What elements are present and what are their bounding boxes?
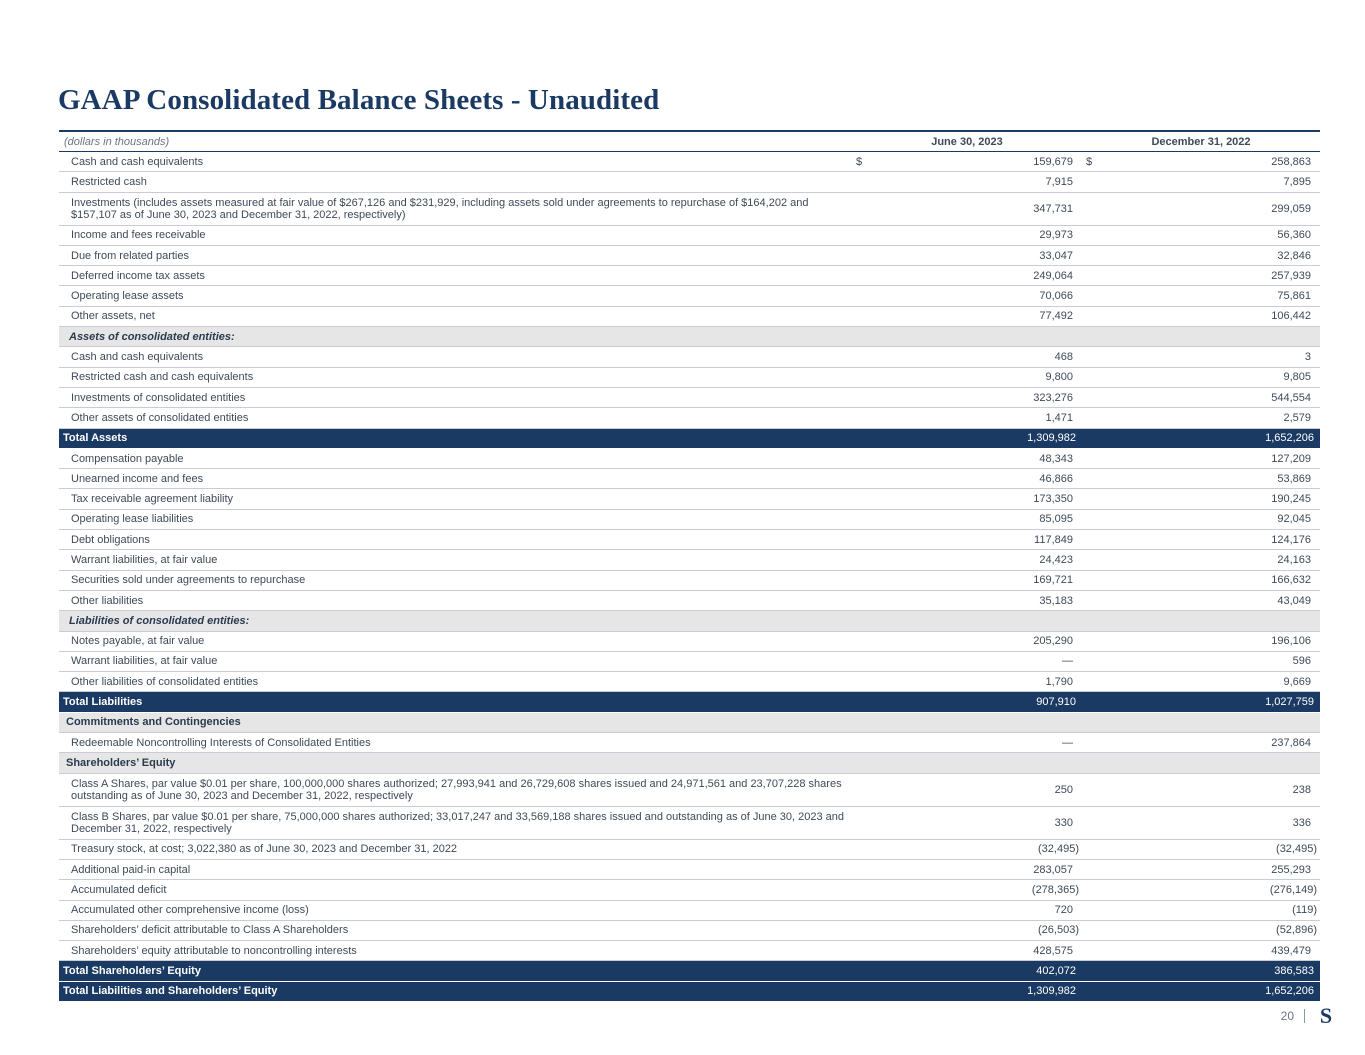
value-june-2023: 48,343 xyxy=(916,448,1082,468)
value-june-2023: 402,072 xyxy=(916,961,1082,981)
currency-symbol-dec xyxy=(1082,448,1098,468)
currency-symbol-dec xyxy=(1082,631,1098,651)
value-june-2023: 117,849 xyxy=(916,530,1082,550)
section-header-row xyxy=(59,712,1320,732)
footer-divider xyxy=(1304,1009,1305,1023)
currency-symbol-dec xyxy=(1082,651,1098,671)
value-dec-2022: 257,939 xyxy=(1098,266,1320,286)
currency-symbol-dec xyxy=(1082,347,1098,367)
value-june-2023: 347,731 xyxy=(916,192,1082,225)
value-june-2023: 70,066 xyxy=(916,286,1082,306)
value-dec-2022: 238 xyxy=(1098,773,1320,806)
value-dec-2022: (52,896) xyxy=(1098,920,1320,940)
balance-sheet-table xyxy=(59,130,1320,1002)
value-dec-2022: 596 xyxy=(1098,651,1320,671)
value-dec-2022: 127,209 xyxy=(1098,448,1320,468)
value-dec-2022: 190,245 xyxy=(1098,489,1320,509)
value-dec-2022: 124,176 xyxy=(1098,530,1320,550)
currency-symbol-dec xyxy=(1082,859,1098,879)
section-label: Assets of consolidated entities: xyxy=(59,327,1320,347)
currency-symbol-dec xyxy=(1082,286,1098,306)
currency-symbol-dec xyxy=(1082,570,1098,590)
value-dec-2022: 299,059 xyxy=(1098,192,1320,225)
row-label: Other assets of consolidated entities xyxy=(59,408,852,428)
row-label: Warrant liabilities, at fair value xyxy=(59,550,852,570)
value-dec-2022: 1,652,206 xyxy=(1098,428,1320,448)
row-label: Securities sold under agreements to repurchase xyxy=(59,570,852,590)
value-dec-2022: 92,045 xyxy=(1098,509,1320,529)
section-header-row xyxy=(59,611,1320,631)
row-label: Other liabilities xyxy=(59,590,852,610)
row-label: Notes payable, at fair value xyxy=(59,631,852,651)
table-row xyxy=(59,880,1320,900)
currency-symbol-dec xyxy=(1082,920,1098,940)
value-june-2023: 428,575 xyxy=(916,941,1082,961)
currency-symbol-dec xyxy=(1082,306,1098,326)
value-dec-2022: 7,895 xyxy=(1098,172,1320,192)
value-dec-2022: 53,869 xyxy=(1098,469,1320,489)
table-row xyxy=(59,408,1320,428)
row-label: Shareholders’ deficit attributable to Class A Shareholders xyxy=(59,920,852,940)
table-row xyxy=(59,651,1320,671)
value-june-2023: 35,183 xyxy=(916,590,1082,610)
total-row xyxy=(59,981,1320,1001)
currency-symbol-dec xyxy=(1082,550,1098,570)
table-row xyxy=(59,245,1320,265)
table-row xyxy=(59,530,1320,550)
currency-symbol-june xyxy=(852,225,916,245)
table-row xyxy=(59,489,1320,509)
table-row xyxy=(59,590,1320,610)
value-dec-2022: 75,861 xyxy=(1098,286,1320,306)
page-number: 20 xyxy=(1280,1009,1294,1023)
value-june-2023: — xyxy=(916,651,1082,671)
value-dec-2022: 386,583 xyxy=(1098,961,1320,981)
value-june-2023: (32,495) xyxy=(916,839,1082,859)
currency-symbol-june xyxy=(852,367,916,387)
currency-symbol-june xyxy=(852,347,916,367)
value-dec-2022: 9,669 xyxy=(1098,672,1320,692)
row-label: Investments of consolidated entities xyxy=(59,387,852,407)
currency-symbol-june xyxy=(852,266,916,286)
value-june-2023: 283,057 xyxy=(916,859,1082,879)
table-row xyxy=(59,347,1320,367)
row-label: Compensation payable xyxy=(59,448,852,468)
currency-symbol-dec xyxy=(1082,225,1098,245)
value-june-2023: 205,290 xyxy=(916,631,1082,651)
currency-symbol-june xyxy=(852,733,916,753)
table-row xyxy=(59,225,1320,245)
table-row xyxy=(59,192,1320,225)
table-header-row xyxy=(59,131,1320,152)
value-june-2023: 33,047 xyxy=(916,245,1082,265)
value-dec-2022: 258,863 xyxy=(1098,152,1320,172)
currency-symbol-june xyxy=(852,941,916,961)
currency-symbol-dec xyxy=(1082,245,1098,265)
row-label: Total Liabilities and Shareholders’ Equity xyxy=(59,981,852,1001)
column-header-dec-2022: December 31, 2022 xyxy=(1082,131,1320,152)
currency-symbol-june xyxy=(852,651,916,671)
currency-symbol-dec xyxy=(1082,773,1098,806)
row-label: Cash and cash equivalents xyxy=(59,152,852,172)
row-label: Operating lease assets xyxy=(59,286,852,306)
currency-symbol-june xyxy=(852,880,916,900)
value-dec-2022: (276,149) xyxy=(1098,880,1320,900)
table-row xyxy=(59,286,1320,306)
section-label: Liabilities of consolidated entities: xyxy=(59,611,1320,631)
currency-symbol-dec xyxy=(1082,590,1098,610)
currency-symbol-june xyxy=(852,590,916,610)
value-june-2023: 330 xyxy=(916,806,1082,839)
currency-symbol-june xyxy=(852,306,916,326)
currency-symbol-dec xyxy=(1082,839,1098,859)
value-dec-2022: 439,479 xyxy=(1098,941,1320,961)
currency-symbol-june xyxy=(852,428,916,448)
column-header-june-2023: June 30, 2023 xyxy=(852,131,1082,152)
value-june-2023: (278,365) xyxy=(916,880,1082,900)
currency-symbol-june xyxy=(852,469,916,489)
table-row xyxy=(59,806,1320,839)
value-june-2023: 24,423 xyxy=(916,550,1082,570)
value-june-2023: 173,350 xyxy=(916,489,1082,509)
page-footer xyxy=(1281,1006,1335,1026)
value-dec-2022: 166,632 xyxy=(1098,570,1320,590)
row-label: Debt obligations xyxy=(59,530,852,550)
value-dec-2022: 336 xyxy=(1098,806,1320,839)
page-title: GAAP Consolidated Balance Sheets - Unaudited xyxy=(58,84,660,116)
value-dec-2022: (119) xyxy=(1098,900,1320,920)
row-label: Cash and cash equivalents xyxy=(59,347,852,367)
row-label: Due from related parties xyxy=(59,245,852,265)
table-row xyxy=(59,900,1320,920)
currency-symbol-dec xyxy=(1082,387,1098,407)
units-label: (dollars in thousands) xyxy=(59,131,852,152)
currency-symbol-june xyxy=(852,408,916,428)
value-dec-2022: 2,579 xyxy=(1098,408,1320,428)
currency-symbol-june: $ xyxy=(852,152,916,172)
value-june-2023: 77,492 xyxy=(916,306,1082,326)
value-june-2023: 1,471 xyxy=(916,408,1082,428)
table-row xyxy=(59,387,1320,407)
total-row xyxy=(59,692,1320,712)
value-june-2023: 1,790 xyxy=(916,672,1082,692)
value-june-2023: 720 xyxy=(916,900,1082,920)
table-row xyxy=(59,367,1320,387)
value-dec-2022: (32,495) xyxy=(1098,839,1320,859)
currency-symbol-june xyxy=(852,530,916,550)
value-june-2023: 85,095 xyxy=(916,509,1082,529)
value-dec-2022: 32,846 xyxy=(1098,245,1320,265)
row-label: Redeemable Noncontrolling Interests of Consolidated Entities xyxy=(59,733,852,753)
section-label: Shareholders’ Equity xyxy=(59,753,1320,773)
value-dec-2022: 9,805 xyxy=(1098,367,1320,387)
table-row xyxy=(59,266,1320,286)
row-label: Unearned income and fees xyxy=(59,469,852,489)
value-dec-2022: 1,027,759 xyxy=(1098,692,1320,712)
currency-symbol-june xyxy=(852,839,916,859)
currency-symbol-dec xyxy=(1082,367,1098,387)
row-label: Total Shareholders’ Equity xyxy=(59,961,852,981)
currency-symbol-june xyxy=(852,286,916,306)
row-label: Total Assets xyxy=(59,428,852,448)
row-label: Accumulated other comprehensive income (loss) xyxy=(59,900,852,920)
currency-symbol-june xyxy=(852,859,916,879)
company-logo-icon xyxy=(1317,1006,1335,1026)
currency-symbol-june xyxy=(852,981,916,1001)
value-june-2023: 249,064 xyxy=(916,266,1082,286)
row-label: Deferred income tax assets xyxy=(59,266,852,286)
currency-symbol-june xyxy=(852,245,916,265)
value-june-2023: 7,915 xyxy=(916,172,1082,192)
table-row xyxy=(59,152,1320,172)
currency-symbol-june xyxy=(852,448,916,468)
currency-symbol-dec xyxy=(1082,489,1098,509)
table-row xyxy=(59,469,1320,489)
row-label: Income and fees receivable xyxy=(59,225,852,245)
table-row xyxy=(59,920,1320,940)
row-label: Total Liabilities xyxy=(59,692,852,712)
table-row xyxy=(59,859,1320,879)
value-dec-2022: 255,293 xyxy=(1098,859,1320,879)
section-label: Commitments and Contingencies xyxy=(59,712,1320,732)
table-row xyxy=(59,631,1320,651)
currency-symbol-june xyxy=(852,509,916,529)
value-dec-2022: 196,106 xyxy=(1098,631,1320,651)
currency-symbol-june xyxy=(852,192,916,225)
row-label: Investments (includes assets measured at fair value of $267,126 and $231,929, including assets sold under agreements to repurchase of $164,202 and $157,107 as of June 30, 2023 and December 31, 2022, respectively) xyxy=(59,192,852,225)
value-june-2023: 29,973 xyxy=(916,225,1082,245)
currency-symbol-june xyxy=(852,961,916,981)
currency-symbol-june xyxy=(852,692,916,712)
value-june-2023: 46,866 xyxy=(916,469,1082,489)
currency-symbol-dec xyxy=(1082,961,1098,981)
value-june-2023: 250 xyxy=(916,773,1082,806)
table-row xyxy=(59,509,1320,529)
row-label: Other liabilities of consolidated entities xyxy=(59,672,852,692)
currency-symbol-dec xyxy=(1082,408,1098,428)
currency-symbol-dec xyxy=(1082,672,1098,692)
currency-symbol-june xyxy=(852,920,916,940)
currency-symbol-dec xyxy=(1082,692,1098,712)
currency-symbol-june xyxy=(852,172,916,192)
value-june-2023: 9,800 xyxy=(916,367,1082,387)
value-june-2023: — xyxy=(916,733,1082,753)
value-june-2023: 468 xyxy=(916,347,1082,367)
currency-symbol-june xyxy=(852,672,916,692)
value-dec-2022: 3 xyxy=(1098,347,1320,367)
currency-symbol-dec xyxy=(1082,880,1098,900)
row-label: Shareholders’ equity attributable to noncontrolling interests xyxy=(59,941,852,961)
currency-symbol-dec xyxy=(1082,469,1098,489)
table-row xyxy=(59,172,1320,192)
currency-symbol-june xyxy=(852,806,916,839)
row-label: Class B Shares, par value $0.01 per share, 75,000,000 shares authorized; 33,017,247 and 33,569,188 shares issued and outstanding as of June 30, 2023 and December 31, 2022, respectively xyxy=(59,806,852,839)
value-june-2023: 159,679 xyxy=(916,152,1082,172)
total-row xyxy=(59,961,1320,981)
currency-symbol-june xyxy=(852,631,916,651)
table-row xyxy=(59,448,1320,468)
currency-symbol-june xyxy=(852,570,916,590)
currency-symbol-june xyxy=(852,550,916,570)
row-label: Warrant liabilities, at fair value xyxy=(59,651,852,671)
logo-letter: S xyxy=(1319,1006,1333,1026)
row-label: Restricted cash xyxy=(59,172,852,192)
table-row xyxy=(59,733,1320,753)
value-dec-2022: 237,864 xyxy=(1098,733,1320,753)
currency-symbol-june xyxy=(852,489,916,509)
value-june-2023: (26,503) xyxy=(916,920,1082,940)
currency-symbol-dec xyxy=(1082,509,1098,529)
value-dec-2022: 544,554 xyxy=(1098,387,1320,407)
row-label: Additional paid-in capital xyxy=(59,859,852,879)
value-june-2023: 169,721 xyxy=(916,570,1082,590)
table-row xyxy=(59,550,1320,570)
currency-symbol-june xyxy=(852,773,916,806)
currency-symbol-june xyxy=(852,387,916,407)
section-header-row xyxy=(59,327,1320,347)
row-label: Other assets, net xyxy=(59,306,852,326)
value-june-2023: 1,309,982 xyxy=(916,428,1082,448)
row-label: Operating lease liabilities xyxy=(59,509,852,529)
currency-symbol-dec xyxy=(1082,941,1098,961)
table-row xyxy=(59,773,1320,806)
table-row xyxy=(59,941,1320,961)
section-header-row xyxy=(59,753,1320,773)
value-dec-2022: 43,049 xyxy=(1098,590,1320,610)
currency-symbol-dec xyxy=(1082,172,1098,192)
table-row xyxy=(59,306,1320,326)
currency-symbol-dec xyxy=(1082,806,1098,839)
value-dec-2022: 56,360 xyxy=(1098,225,1320,245)
value-june-2023: 323,276 xyxy=(916,387,1082,407)
row-label: Accumulated deficit xyxy=(59,880,852,900)
value-june-2023: 907,910 xyxy=(916,692,1082,712)
table-row xyxy=(59,672,1320,692)
table-row xyxy=(59,570,1320,590)
currency-symbol-dec xyxy=(1082,981,1098,1001)
currency-symbol-dec: $ xyxy=(1082,152,1098,172)
currency-symbol-dec xyxy=(1082,192,1098,225)
currency-symbol-dec xyxy=(1082,733,1098,753)
total-row xyxy=(59,428,1320,448)
currency-symbol-dec xyxy=(1082,266,1098,286)
row-label: Restricted cash and cash equivalents xyxy=(59,367,852,387)
value-dec-2022: 24,163 xyxy=(1098,550,1320,570)
currency-symbol-june xyxy=(852,900,916,920)
row-label: Treasury stock, at cost; 3,022,380 as of June 30, 2023 and December 31, 2022 xyxy=(59,839,852,859)
currency-symbol-dec xyxy=(1082,428,1098,448)
currency-symbol-dec xyxy=(1082,900,1098,920)
table-row xyxy=(59,839,1320,859)
row-label: Class A Shares, par value $0.01 per share, 100,000,000 shares authorized; 27,993,941 and 26,729,608 shares issued and 24,971,561 and 23,707,228 shares outstanding as of June 30, 2023 and December 31, 2022, respectively xyxy=(59,773,852,806)
row-label: Tax receivable agreement liability xyxy=(59,489,852,509)
value-dec-2022: 106,442 xyxy=(1098,306,1320,326)
currency-symbol-dec xyxy=(1082,530,1098,550)
value-june-2023: 1,309,982 xyxy=(916,981,1082,1001)
value-dec-2022: 1,652,206 xyxy=(1098,981,1320,1001)
